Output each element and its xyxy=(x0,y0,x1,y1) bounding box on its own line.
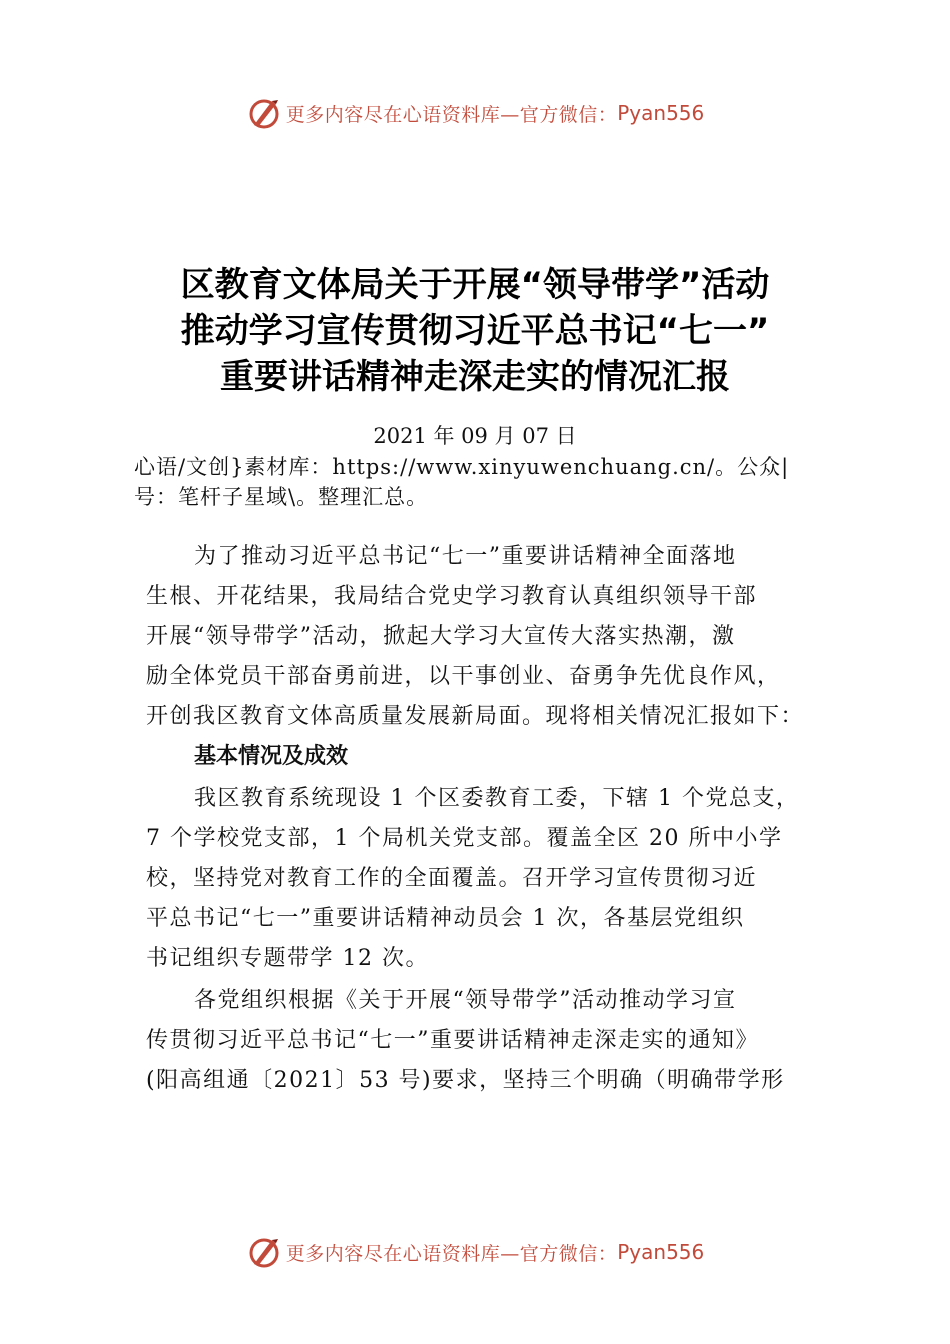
source-line: 心语/文创}素材库：https://www.xinyuwenchuang.cn/。公众| xyxy=(134,455,790,479)
document-body xyxy=(146,537,826,1101)
banner-text: 更多内容尽在心语资料库—官方微信： xyxy=(285,103,618,126)
banner-wechat-id: Pyan556 xyxy=(617,1240,705,1264)
title-line: 推动学习宣传贯彻习近平总书记“七一” xyxy=(180,311,770,351)
header-banner xyxy=(0,93,950,133)
document-title xyxy=(100,262,850,400)
title-line: 重要讲话精神走深走实的情况汇报 xyxy=(220,357,730,397)
paragraph-line: (阳高组通〔2021〕53 号)要求，坚持三个明确（明确带学形 xyxy=(146,1068,785,1093)
pen-logo-icon xyxy=(246,1234,282,1270)
title-line: 区教育文体局关于开展“领导带学”活动 xyxy=(180,265,770,305)
paragraph-line: 书记组织专题带学 12 次。 xyxy=(146,946,429,971)
source-line: 号：笔杆子星域\。整理汇总。 xyxy=(134,485,429,509)
paragraph-line: 7 个学校党支部，1 个局机关党支部。覆盖全区 20 所中小学 xyxy=(146,826,783,851)
paragraph-line: 各党组织根据《关于开展“领导带学”活动推动学习宣 xyxy=(194,988,737,1013)
paragraph-line: 传贯彻习近平总书记“七一”重要讲话精神走深走实的通知》 xyxy=(146,1028,759,1053)
paragraph-intro xyxy=(146,537,826,737)
document-date: 2021 年 09 月 07 日 xyxy=(373,424,577,448)
paragraph-requirements xyxy=(146,981,826,1101)
pen-logo-icon xyxy=(246,95,282,131)
source-note xyxy=(134,452,834,512)
paragraph-line: 为了推动习近平总书记“七一”重要讲话精神全面落地 xyxy=(194,544,737,569)
banner-text: 更多内容尽在心语资料库—官方微信： xyxy=(285,1242,618,1265)
footer-banner xyxy=(0,1232,950,1272)
paragraph-line: 校，坚持党对教育工作的全面覆盖。召开学习宣传贯彻习近 xyxy=(146,866,758,891)
paragraph-line: 平总书记“七一”重要讲话精神动员会 1 次，各基层党组织 xyxy=(146,906,745,931)
section-heading: 基本情况及成效 xyxy=(194,744,349,769)
paragraph-line: 生根、开花结果，我局结合党史学习教育认真组织领导干部 xyxy=(146,584,758,609)
paragraph-basic-info xyxy=(146,779,826,979)
paragraph-line: 励全体党员干部奋勇前进，以干事创业、奋勇争先优良作风， xyxy=(146,664,781,689)
paragraph-line: 我区教育系统现设 1 个区委教育工委，下辖 1 个党总支， xyxy=(194,786,800,811)
paragraph-line: 开展“领导带学”活动，掀起大学习大宣传大落实热潮，激 xyxy=(146,624,736,649)
paragraph-line: 开创我区教育文体高质量发展新局面。现将相关情况汇报如下： xyxy=(146,704,805,729)
banner-wechat-id: Pyan556 xyxy=(617,101,705,125)
